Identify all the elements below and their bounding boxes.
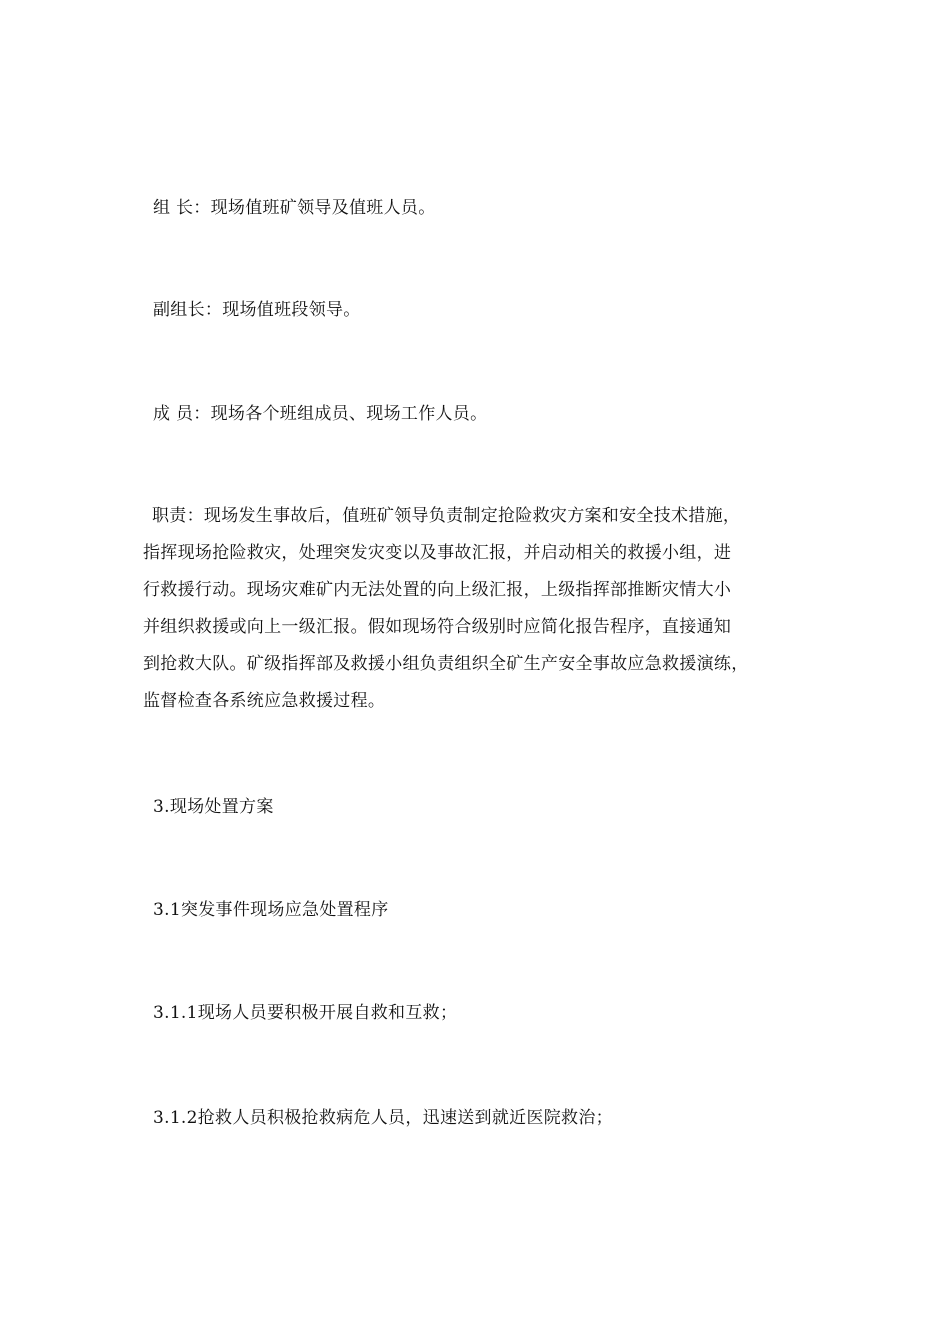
- members-line: 成 员：现场各个班组成员、现场工作人员。: [153, 404, 488, 424]
- duties-line-4: 并组织救援或向上一级汇报。假如现场符合级别时应简化报告程序，直接通知: [143, 617, 732, 637]
- duties-line-1: 职责：现场发生事故后，值班矿领导负责制定抢险救灾方案和安全技术措施，: [152, 506, 741, 526]
- leader-line: 组 长：现场值班矿领导及值班人员。: [153, 198, 436, 218]
- section-3-1-heading: 3.1突发事件现场应急处置程序: [153, 900, 389, 920]
- duties-line-5: 到抢救大队。矿级指挥部及救援小组负责组织全矿生产安全事故应急救援演练，: [143, 654, 749, 674]
- duties-paragraph: [143, 498, 823, 720]
- item-3-1-1: 3.1.1现场人员要积极开展自救和互救；: [153, 1003, 458, 1023]
- section-3-heading: 3.现场处置方案: [153, 797, 274, 817]
- duties-line-2: 指挥现场抢险救灾，处理突发灾变以及事故汇报，并启动相关的救援小组，进: [143, 543, 732, 563]
- duties-line-3: 行救援行动。现场灾难矿内无法处置的向上级汇报，上级指挥部推断灾情大小: [143, 580, 732, 600]
- item-3-1-2: 3.1.2抢救人员积极抢救病危人员，迅速送到就近医院救治；: [153, 1108, 613, 1128]
- duties-line-6: 监督检查各系统应急救援过程。: [143, 691, 386, 711]
- deputy-leader-line: 副组长：现场值班段领导。: [153, 300, 361, 320]
